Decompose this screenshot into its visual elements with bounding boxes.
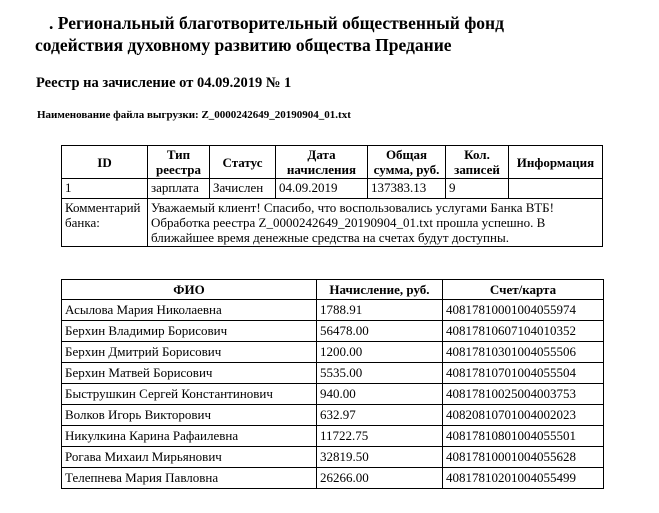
payment-amount: 1788.91 xyxy=(317,300,443,321)
payee-name: Берхин Матвей Борисович xyxy=(62,363,317,384)
payee-name: Асылова Мария Николаевна xyxy=(62,300,317,321)
payment-account: 40817810801004055501 xyxy=(443,426,604,447)
registry-header-id: ID xyxy=(62,146,148,179)
page-title xyxy=(35,12,639,56)
payment-row xyxy=(62,321,604,342)
page-title-line-2: содействия духовному развитию общества Предание xyxy=(35,35,452,55)
payee-name: Быструшкин Сергей Константинович xyxy=(62,384,317,405)
payee-name: Берхин Дмитрий Борисович xyxy=(62,342,317,363)
payments-header-name: ФИО xyxy=(62,280,317,300)
payment-amount: 56478.00 xyxy=(317,321,443,342)
payments-header-amount: Начисление, руб. xyxy=(317,280,443,300)
payment-row xyxy=(62,342,604,363)
document-page xyxy=(0,12,659,513)
payment-row xyxy=(62,300,604,321)
payment-account: 40817810301004055506 xyxy=(443,342,604,363)
payee-name: Берхин Владимир Борисович xyxy=(62,321,317,342)
registry-header-status: Статус xyxy=(210,146,276,179)
registry-header-date: Дата начисления xyxy=(276,146,368,179)
payment-amount: 5535.00 xyxy=(317,363,443,384)
registry-id-cell: 1 xyxy=(62,179,148,199)
payment-row xyxy=(62,384,604,405)
registry-header-type: Тип реестра xyxy=(148,146,210,179)
registry-header-row xyxy=(62,146,603,179)
payment-account: 40820810701004002023 xyxy=(443,405,604,426)
payment-row xyxy=(62,426,604,447)
payment-amount: 11722.75 xyxy=(317,426,443,447)
payee-name: Никулкина Карина Рафаилевна xyxy=(62,426,317,447)
registry-data-row xyxy=(62,179,603,199)
payments-header-row xyxy=(62,280,604,300)
payee-name: Волков Игорь Викторович xyxy=(62,405,317,426)
bank-comment-label: Комментарий банка: xyxy=(62,199,148,247)
registry-subtitle: Реестр на зачисление от 04.09.2019 № 1 xyxy=(36,75,292,91)
payment-amount: 632.97 xyxy=(317,405,443,426)
payment-account: 40817810701004055504 xyxy=(443,363,604,384)
registry-header-total: Общая сумма, руб. xyxy=(368,146,446,179)
registry-summary-table xyxy=(61,145,603,247)
payment-row xyxy=(62,447,604,468)
payment-account: 40817810025004003753 xyxy=(443,384,604,405)
registry-count-cell: 9 xyxy=(446,179,509,199)
registry-info-cell xyxy=(509,179,603,199)
registry-status-cell: Зачислен xyxy=(210,179,276,199)
payment-account: 40817810201004055499 xyxy=(443,468,604,489)
payment-account: 40817810607104010352 xyxy=(443,321,604,342)
registry-header-count: Кол. записей xyxy=(446,146,509,179)
payments-header-account: Счет/карта xyxy=(443,280,604,300)
page-title-line-1: . Региональный благотворительный общественный фонд xyxy=(49,13,504,33)
payee-name: Рогава Михаил Мирьянович xyxy=(62,447,317,468)
registry-date-cell: 04.09.2019 xyxy=(276,179,368,199)
registry-header-info: Информация xyxy=(509,146,603,179)
bank-comment-row xyxy=(62,199,603,247)
payments-table xyxy=(61,279,604,489)
bank-comment-text: Уважаемый клиент! Спасибо, что воспользовались услугами Банка ВТБ! Обработка реестра Z_0000242649_20190904_01.txt прошла успешно. В ближайшее время денежные средства на счетах будут доступны. xyxy=(148,199,603,247)
payment-account: 40817810001004055628 xyxy=(443,447,604,468)
registry-total-cell: 137383.13 xyxy=(368,179,446,199)
payment-row xyxy=(62,363,604,384)
payment-amount: 1200.00 xyxy=(317,342,443,363)
export-file-name: Наименование файла выгрузки: Z_0000242649_20190904_01.txt xyxy=(37,109,351,121)
payment-amount: 26266.00 xyxy=(317,468,443,489)
payment-row xyxy=(62,405,604,426)
payee-name: Телепнева Мария Павловна xyxy=(62,468,317,489)
payment-account: 40817810001004055974 xyxy=(443,300,604,321)
payment-amount: 32819.50 xyxy=(317,447,443,468)
payment-row xyxy=(62,468,604,489)
registry-type-cell: зарплата xyxy=(148,179,210,199)
payment-amount: 940.00 xyxy=(317,384,443,405)
